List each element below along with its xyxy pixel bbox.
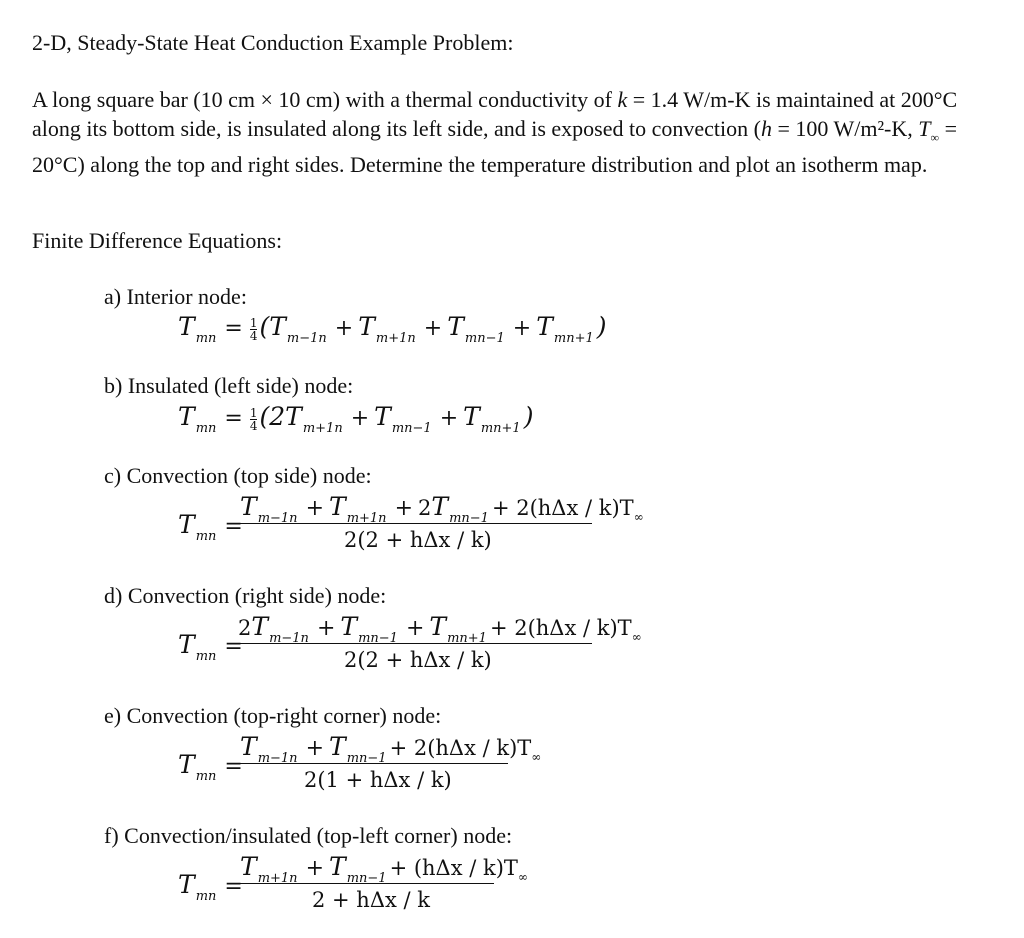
fraction-bar	[236, 523, 592, 524]
equation-label-corner-top-right: e) Convection (top-right corner) node:	[104, 703, 442, 728]
page-title: 2-D, Steady-State Heat Conduction Example Problem:	[32, 30, 514, 55]
equation-convection-top-denominator: 2(2 + hΔx / k)	[344, 528, 492, 552]
fraction-bar	[236, 643, 592, 644]
equation-corner-top-right-denominator: 2(1 + hΔx / k)	[304, 768, 452, 792]
equation-label-convection-top: c) Convection (top side) node:	[104, 463, 372, 488]
equation-interior: $T_{mn}$ = $\frac{1}{4}$ ($T_{m-1n} + T_{m+1n} + T_{mn-1} + T_{mn+1}$ )	[178, 312, 607, 346]
equation-convection-top-lhs: $T_{mn}$ =	[178, 510, 243, 544]
fraction-bar	[236, 883, 494, 884]
equation-corner-top-right-lhs: $T_{mn}$ =	[178, 750, 243, 784]
equation-convection-right-numerator: $2T_{m-1n} + T_{mn-1} + T_{mn+1} + 2(h\Delta x / k)T_\infty$	[238, 612, 642, 646]
equation-convection-right-denominator: 2(2 + hΔx / k)	[344, 648, 492, 672]
equation-corner-top-left-numerator: $T_{m+1n} + T_{mn-1} + (h\Delta x / k)T_\infty$	[240, 852, 528, 886]
equation-convection-top-numerator: $T_{m-1n} + T_{m+1n} + 2T_{mn-1} + 2(h\Delta x / k)T_\infty$	[240, 492, 644, 526]
equation-label-insulated: b) Insulated (left side) node:	[104, 373, 354, 398]
equation-label-corner-top-left: f) Convection/insulated (top-left corner) node:	[104, 823, 513, 848]
fraction-bar	[236, 763, 508, 764]
equation-corner-top-right-numerator: $T_{m-1n} + T_{mn-1} + 2(h\Delta x / k)T_\infty$	[240, 732, 542, 766]
equation-convection-right-lhs: $T_{mn}$ =	[178, 630, 243, 664]
equation-corner-top-left-denominator: 2 + hΔx / k	[312, 888, 430, 912]
equation-label-interior: a) Interior node:	[104, 284, 247, 309]
equation-corner-top-left-lhs: $T_{mn}$ =	[178, 870, 243, 904]
equation-label-convection-right: d) Convection (right side) node:	[104, 583, 387, 608]
problem-statement: A long square bar (10 cm × 10 cm) with a thermal conductivity of k = 1.4 W/m-K is maintained at 200°C along its bottom side, is insulated along its left side, and is exposed to convection (h = 100 W/m²-K, $T_\infty = 20^\circ C$) along the top and right sides. Determine the temperature distribution and plot an isotherm map.	[32, 87, 958, 178]
section-heading: Finite Difference Equations:	[32, 228, 283, 253]
equation-insulated: $T_{mn}$ = $\frac{1}{4}$ ($2T_{m+1n} + T_{mn-1} + T_{mn+1}$ )	[178, 402, 534, 436]
